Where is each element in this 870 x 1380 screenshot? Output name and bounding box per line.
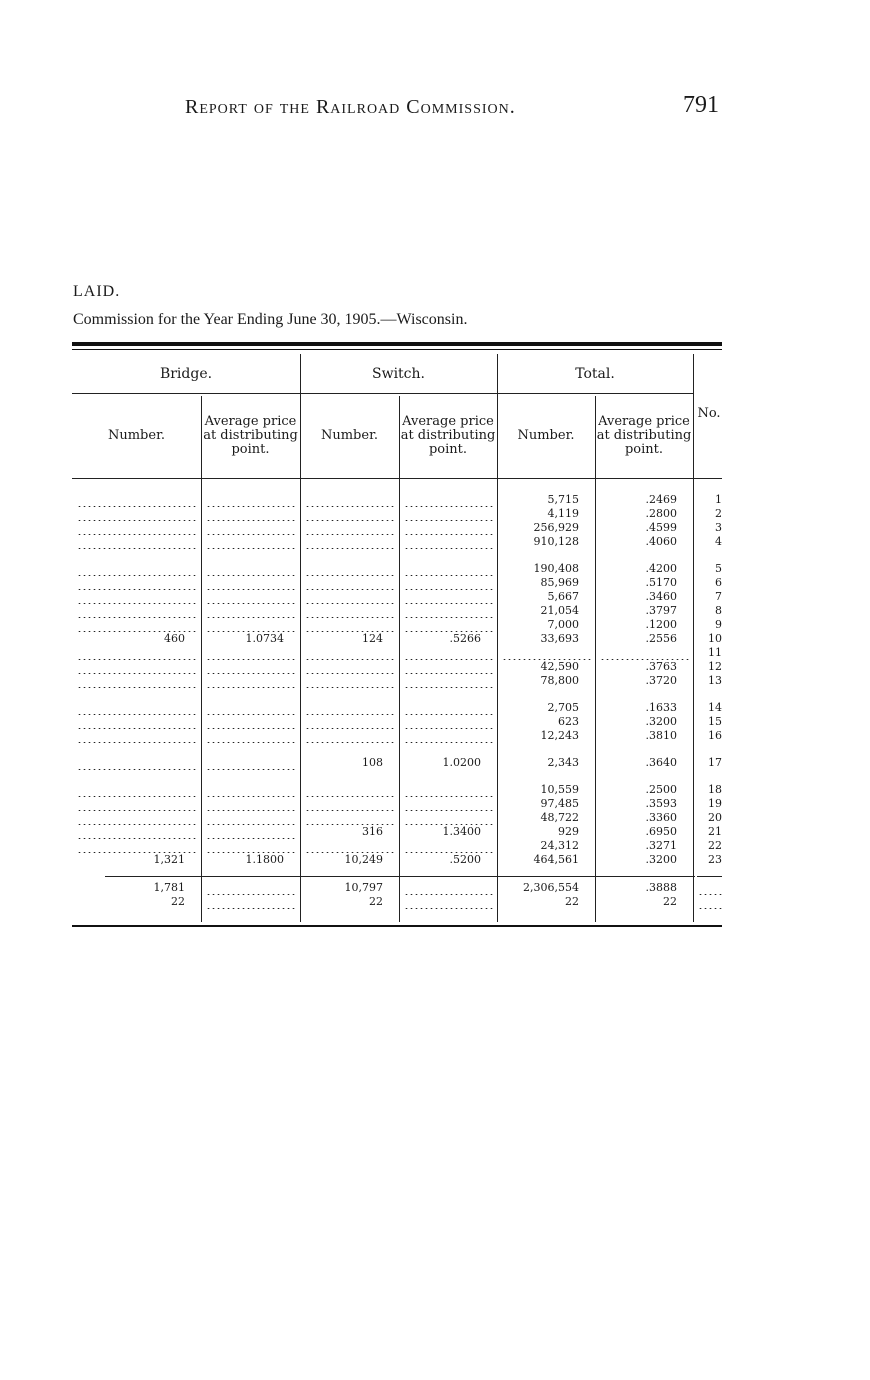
table-cell-total-price: .3360	[645, 811, 677, 824]
dot-leader	[600, 646, 690, 660]
dot-leader	[305, 590, 396, 604]
no-heading: No.	[697, 406, 721, 421]
table-cell-total-price: .3763	[645, 660, 677, 673]
table-cell-total-number: 2,343	[547, 756, 579, 769]
dot-leader	[77, 590, 198, 604]
table-cell-bridge-price: 1.0734	[245, 632, 284, 645]
dot-leader	[77, 715, 198, 729]
dot-leader	[206, 576, 297, 590]
table-cell-row-no: 10	[708, 632, 722, 645]
table-cell-total-price: .1633	[645, 701, 677, 714]
dot-leader	[206, 674, 297, 688]
table-cell-total-number: 97,485	[540, 797, 579, 810]
table-cell-row-no: 7	[715, 590, 722, 603]
table-cell-total-number: 2,705	[547, 701, 579, 714]
dot-leader	[404, 660, 494, 674]
dot-leader	[698, 881, 722, 895]
dot-leader	[206, 783, 297, 797]
table-cell-total-price: .3640	[645, 756, 677, 769]
dot-leader	[77, 618, 198, 632]
totals-rule-no	[697, 876, 722, 877]
table-cell-switch-price: 1.0200	[442, 756, 481, 769]
price-heading: Average price at distributing point.	[203, 414, 298, 457]
dot-leader	[206, 507, 297, 521]
running-title: Report of the Railroad Commission.	[185, 96, 516, 118]
dot-leader	[206, 811, 297, 825]
dot-leader	[206, 715, 297, 729]
dot-leader	[206, 521, 297, 535]
dot-leader	[77, 783, 198, 797]
table-cell-total-number: 22	[565, 895, 579, 908]
table-top-rule	[72, 342, 722, 346]
table-cell-total-number: 24,312	[540, 839, 579, 852]
number-heading: Number.	[320, 428, 378, 443]
table-cell-row-no: 11	[708, 646, 722, 659]
table-cell-total-price: .3810	[645, 729, 677, 742]
dot-leader	[77, 701, 198, 715]
dot-leader	[77, 604, 198, 618]
dot-leader	[404, 590, 494, 604]
dot-leader	[206, 493, 297, 507]
table-cell-total-price: .2469	[645, 493, 677, 506]
table-cell-row-no: 4	[715, 535, 722, 548]
table-cell-row-no: 5	[715, 562, 722, 575]
table-cell-switch-number: 10,797	[344, 881, 383, 894]
table-cell-total-number: 85,969	[540, 576, 579, 589]
table-cell-total-number: 48,722	[540, 811, 579, 824]
dot-leader	[77, 825, 198, 839]
dot-leader	[206, 797, 297, 811]
dot-leader	[77, 562, 198, 576]
table-cell-row-no: 12	[708, 660, 722, 673]
table-cell-row-no: 18	[708, 783, 722, 796]
price-heading: Average price at distributing point.	[596, 414, 692, 457]
table-cell-total-number: 5,667	[547, 590, 579, 603]
dot-leader	[305, 674, 396, 688]
header-underline	[72, 478, 722, 479]
table-cell-bridge-number: 460	[164, 632, 185, 645]
table-cell-total-price: .3720	[645, 674, 677, 687]
dot-leader	[206, 756, 297, 770]
table-cell-total-price: .3888	[645, 881, 677, 894]
table-cell-total-price: .2556	[645, 632, 677, 645]
table-cell-bridge-price: 1.1800	[245, 853, 284, 866]
table-cell-switch-price: 1.3400	[442, 825, 481, 838]
table-cell-row-no: 22	[708, 839, 722, 852]
dot-leader	[404, 604, 494, 618]
dot-leader	[305, 646, 396, 660]
table-cell-row-no: 13	[708, 674, 722, 687]
dot-leader	[404, 895, 494, 909]
table-cell-total-number: 2,306,554	[523, 881, 579, 894]
dot-leader	[77, 660, 198, 674]
table-caption: Commission for the Year Ending June 30, 1905.—Wisconsin.	[73, 311, 468, 328]
table-cell-total-price: .3200	[645, 715, 677, 728]
table-cell-switch-number: 22	[369, 895, 383, 908]
table-cell-row-no: 1	[715, 493, 722, 506]
table-cell-total-price: .3593	[645, 797, 677, 810]
table-cell-bridge-number: 1,321	[153, 853, 185, 866]
dot-leader	[305, 729, 396, 743]
dot-leader	[404, 839, 494, 853]
table-bottom-rule	[72, 925, 722, 927]
table-cell-row-no: 8	[715, 604, 722, 617]
dot-leader	[404, 674, 494, 688]
table-cell-row-no: 21	[708, 825, 722, 838]
dot-leader	[305, 521, 396, 535]
dot-leader	[206, 839, 297, 853]
dot-leader	[77, 521, 198, 535]
dot-leader	[404, 797, 494, 811]
price-heading: Average price at distributing point.	[400, 414, 496, 457]
table-cell-switch-number: 10,249	[344, 853, 383, 866]
table-cell-total-number: 33,693	[540, 632, 579, 645]
dot-leader	[404, 715, 494, 729]
table-cell-total-number: 5,715	[547, 493, 579, 506]
table-cell-total-price: .2800	[645, 507, 677, 520]
dot-leader	[404, 576, 494, 590]
table-cell-switch-price: .5200	[449, 853, 481, 866]
group-underline	[72, 393, 693, 394]
table-cell-row-no: 20	[708, 811, 722, 824]
table-cell-row-no: 17	[708, 756, 722, 769]
table-cell-total-number: 78,800	[540, 674, 579, 687]
dot-leader	[502, 646, 592, 660]
dot-leader	[77, 507, 198, 521]
dot-leader	[305, 715, 396, 729]
table-cell-switch-price: .5266	[449, 632, 481, 645]
column-divider	[201, 396, 202, 922]
table-cell-total-number: 42,590	[540, 660, 579, 673]
table-cell-bridge-number: 22	[171, 895, 185, 908]
table-cell-switch-number: 108	[362, 756, 383, 769]
table-cell-total-number: 256,929	[533, 521, 579, 534]
dot-leader	[77, 756, 198, 770]
dot-leader	[206, 701, 297, 715]
dot-leader	[305, 562, 396, 576]
dot-leader	[206, 729, 297, 743]
table-cell-total-price: .2500	[645, 783, 677, 796]
table-cell-total-number: 21,054	[540, 604, 579, 617]
dot-leader	[206, 881, 297, 895]
dot-leader	[305, 811, 396, 825]
page-header	[0, 92, 870, 126]
table-cell-total-price: .5170	[645, 576, 677, 589]
dot-leader	[206, 825, 297, 839]
dot-leader	[404, 646, 494, 660]
number-heading: Number.	[107, 428, 165, 443]
table-cell-total-number: 623	[558, 715, 579, 728]
dot-leader	[206, 618, 297, 632]
totals-rule	[105, 876, 695, 877]
table-cell-row-no: 19	[708, 797, 722, 810]
section-label: LAID.	[73, 283, 121, 300]
table-cell-row-no: 15	[708, 715, 722, 728]
table-cell-row-no: 14	[708, 701, 722, 714]
dot-leader	[77, 535, 198, 549]
table-cell-total-number: 4,119	[547, 507, 579, 520]
dot-leader	[305, 797, 396, 811]
table-cell-row-no: 6	[715, 576, 722, 589]
dot-leader	[77, 646, 198, 660]
dot-leader	[404, 701, 494, 715]
dot-leader	[305, 535, 396, 549]
dot-leader	[698, 895, 722, 909]
dot-leader	[305, 576, 396, 590]
table-cell-total-price: .1200	[645, 618, 677, 631]
dot-leader	[77, 839, 198, 853]
dot-leader	[305, 660, 396, 674]
dot-leader	[404, 783, 494, 797]
table-cell-total-price: .4599	[645, 521, 677, 534]
table-top-rule-thin	[72, 349, 722, 350]
table-cell-total-price: .4060	[645, 535, 677, 548]
table-cell-total-price: .3271	[645, 839, 677, 852]
dot-leader	[77, 729, 198, 743]
table-cell-total-number: 7,000	[547, 618, 579, 631]
table-cell-total-price: .6950	[645, 825, 677, 838]
dot-leader	[206, 604, 297, 618]
dot-leader	[404, 618, 494, 632]
dot-leader	[77, 576, 198, 590]
dot-leader	[77, 797, 198, 811]
table-cell-row-no: 16	[708, 729, 722, 742]
dot-leader	[206, 535, 297, 549]
dot-leader	[305, 493, 396, 507]
dot-leader	[305, 618, 396, 632]
dot-leader	[305, 839, 396, 853]
dot-leader	[206, 895, 297, 909]
table-cell-row-no: 3	[715, 521, 722, 534]
dot-leader	[404, 562, 494, 576]
table-cell-total-number: 464,561	[533, 853, 579, 866]
dot-leader	[305, 507, 396, 521]
table-cell-total-number: 10,559	[540, 783, 579, 796]
table-cell-total-price: .3200	[645, 853, 677, 866]
group-heading: Bridge.	[159, 366, 213, 382]
dot-leader	[77, 811, 198, 825]
dot-leader	[404, 521, 494, 535]
table-cell-row-no: 23	[708, 853, 722, 866]
page-number: 791	[683, 92, 719, 118]
table-cell-switch-number: 316	[362, 825, 383, 838]
dot-leader	[77, 674, 198, 688]
dot-leader	[206, 660, 297, 674]
group-heading: Total.	[575, 366, 615, 382]
table-cell-total-number: 190,408	[533, 562, 579, 575]
table-cell-row-no: 2	[715, 507, 722, 520]
group-heading: Switch.	[372, 366, 425, 382]
dot-leader	[305, 783, 396, 797]
table-cell-bridge-number: 1,781	[153, 881, 185, 894]
table-cell-switch-number: 124	[362, 632, 383, 645]
table-cell-total-price: .3460	[645, 590, 677, 603]
table-cell-total-price: 22	[663, 895, 677, 908]
table-cell-total-price: .4200	[645, 562, 677, 575]
dot-leader	[206, 646, 297, 660]
column-divider	[399, 396, 400, 922]
dot-leader	[404, 881, 494, 895]
dot-leader	[404, 729, 494, 743]
table-cell-total-number: 910,128	[533, 535, 579, 548]
dot-leader	[404, 493, 494, 507]
dot-leader	[404, 535, 494, 549]
column-divider	[693, 354, 694, 922]
table-cell-row-no: 9	[715, 618, 722, 631]
dot-leader	[404, 507, 494, 521]
dot-leader	[77, 493, 198, 507]
dot-leader	[305, 701, 396, 715]
table-cell-total-price: .3797	[645, 604, 677, 617]
table-cell-total-number: 12,243	[540, 729, 579, 742]
table-cell-total-number: 929	[558, 825, 579, 838]
number-heading: Number.	[517, 428, 575, 443]
dot-leader	[206, 590, 297, 604]
dot-leader	[404, 811, 494, 825]
dot-leader	[305, 604, 396, 618]
dot-leader	[206, 562, 297, 576]
